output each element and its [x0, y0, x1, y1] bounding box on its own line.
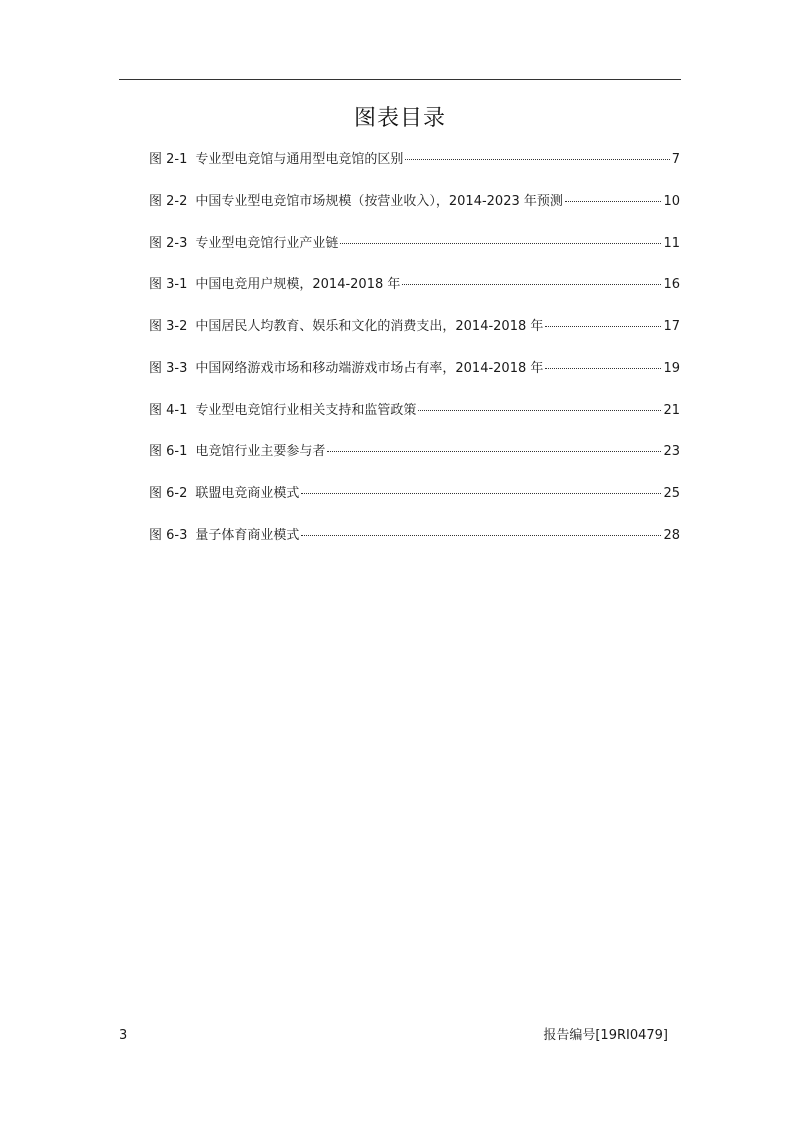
toc-entry-number: 图 4-1	[149, 402, 188, 418]
footer-page-number: 3	[119, 1028, 128, 1043]
toc-entry[interactable]	[149, 483, 680, 525]
toc-entry[interactable]	[149, 316, 680, 358]
toc-dot-leader	[565, 201, 662, 202]
toc-entry-page: 19	[663, 360, 680, 376]
toc-dot-leader	[327, 451, 661, 452]
toc-entry-number: 图 2-2	[149, 193, 188, 209]
toc-entry-title: 量子体育商业模式	[195, 527, 300, 543]
toc-dot-leader	[340, 243, 661, 244]
toc-entry-title: 中国居民人均教育、娱乐和文化的消费支出，2014-2018 年	[195, 319, 544, 334]
toc-entry-title: 中国电竞用户规模，2014-2018 年	[195, 277, 401, 293]
toc-entry-number: 图 6-3	[149, 527, 188, 543]
toc-entry[interactable]	[149, 525, 680, 567]
toc-entry-title: 专业型电竞馆行业相关支持和监管政策	[195, 402, 417, 418]
toc-entry-page: 16	[663, 277, 680, 293]
toc-entry-page: 28	[663, 527, 680, 543]
toc-entry-title: 专业型电竞馆行业产业链	[195, 235, 339, 251]
header-rule	[119, 79, 681, 80]
toc-entry-title: 电竞馆行业主要参与者	[195, 444, 326, 460]
toc-entry[interactable]	[149, 233, 680, 275]
toc-entry-page: 25	[663, 486, 680, 501]
toc-entry[interactable]	[149, 149, 680, 191]
toc-entry-title: 专业型电竞馆与通用型电竞馆的区别	[195, 152, 404, 167]
toc-dot-leader	[405, 159, 669, 160]
toc-dot-leader	[545, 368, 661, 369]
toc-entry[interactable]	[149, 400, 680, 442]
toc-dot-leader	[545, 326, 661, 327]
toc-entry-page: 10	[663, 193, 680, 209]
toc-entry-page: 7	[671, 152, 680, 167]
toc-entry[interactable]	[149, 274, 680, 316]
page-title: 图表目录	[353, 106, 446, 131]
toc-entry[interactable]	[149, 191, 680, 233]
toc-entry-page: 17	[663, 319, 680, 334]
figure-toc-list	[149, 149, 680, 567]
footer-report-id: 报告编号[19RI0479]	[543, 1028, 668, 1043]
toc-entry-number: 图 6-2	[149, 486, 188, 501]
toc-dot-leader	[418, 410, 661, 411]
toc-entry-number: 图 3-2	[149, 319, 188, 334]
toc-entry-number: 图 3-3	[149, 360, 188, 376]
toc-dot-leader	[301, 493, 661, 494]
toc-entry-number: 图 3-1	[149, 277, 188, 293]
toc-dot-leader	[301, 535, 661, 536]
toc-entry-page: 21	[663, 402, 680, 418]
toc-entry[interactable]	[149, 441, 680, 483]
toc-dot-leader	[402, 284, 661, 285]
toc-entry-title: 中国专业型电竞馆市场规模（按营业收入），2014-2023 年预测	[195, 193, 563, 209]
toc-entry-title: 联盟电竞商业模式	[195, 486, 300, 501]
toc-entry-number: 图 2-3	[149, 235, 188, 251]
toc-entry-number: 图 6-1	[149, 444, 188, 460]
toc-entry-page: 23	[663, 444, 680, 460]
toc-entry-number: 图 2-1	[149, 152, 188, 167]
toc-entry-title: 中国网络游戏市场和移动端游戏市场占有率，2014-2018 年	[195, 360, 544, 376]
toc-entry-page: 11	[663, 235, 680, 251]
toc-entry[interactable]	[149, 358, 680, 400]
